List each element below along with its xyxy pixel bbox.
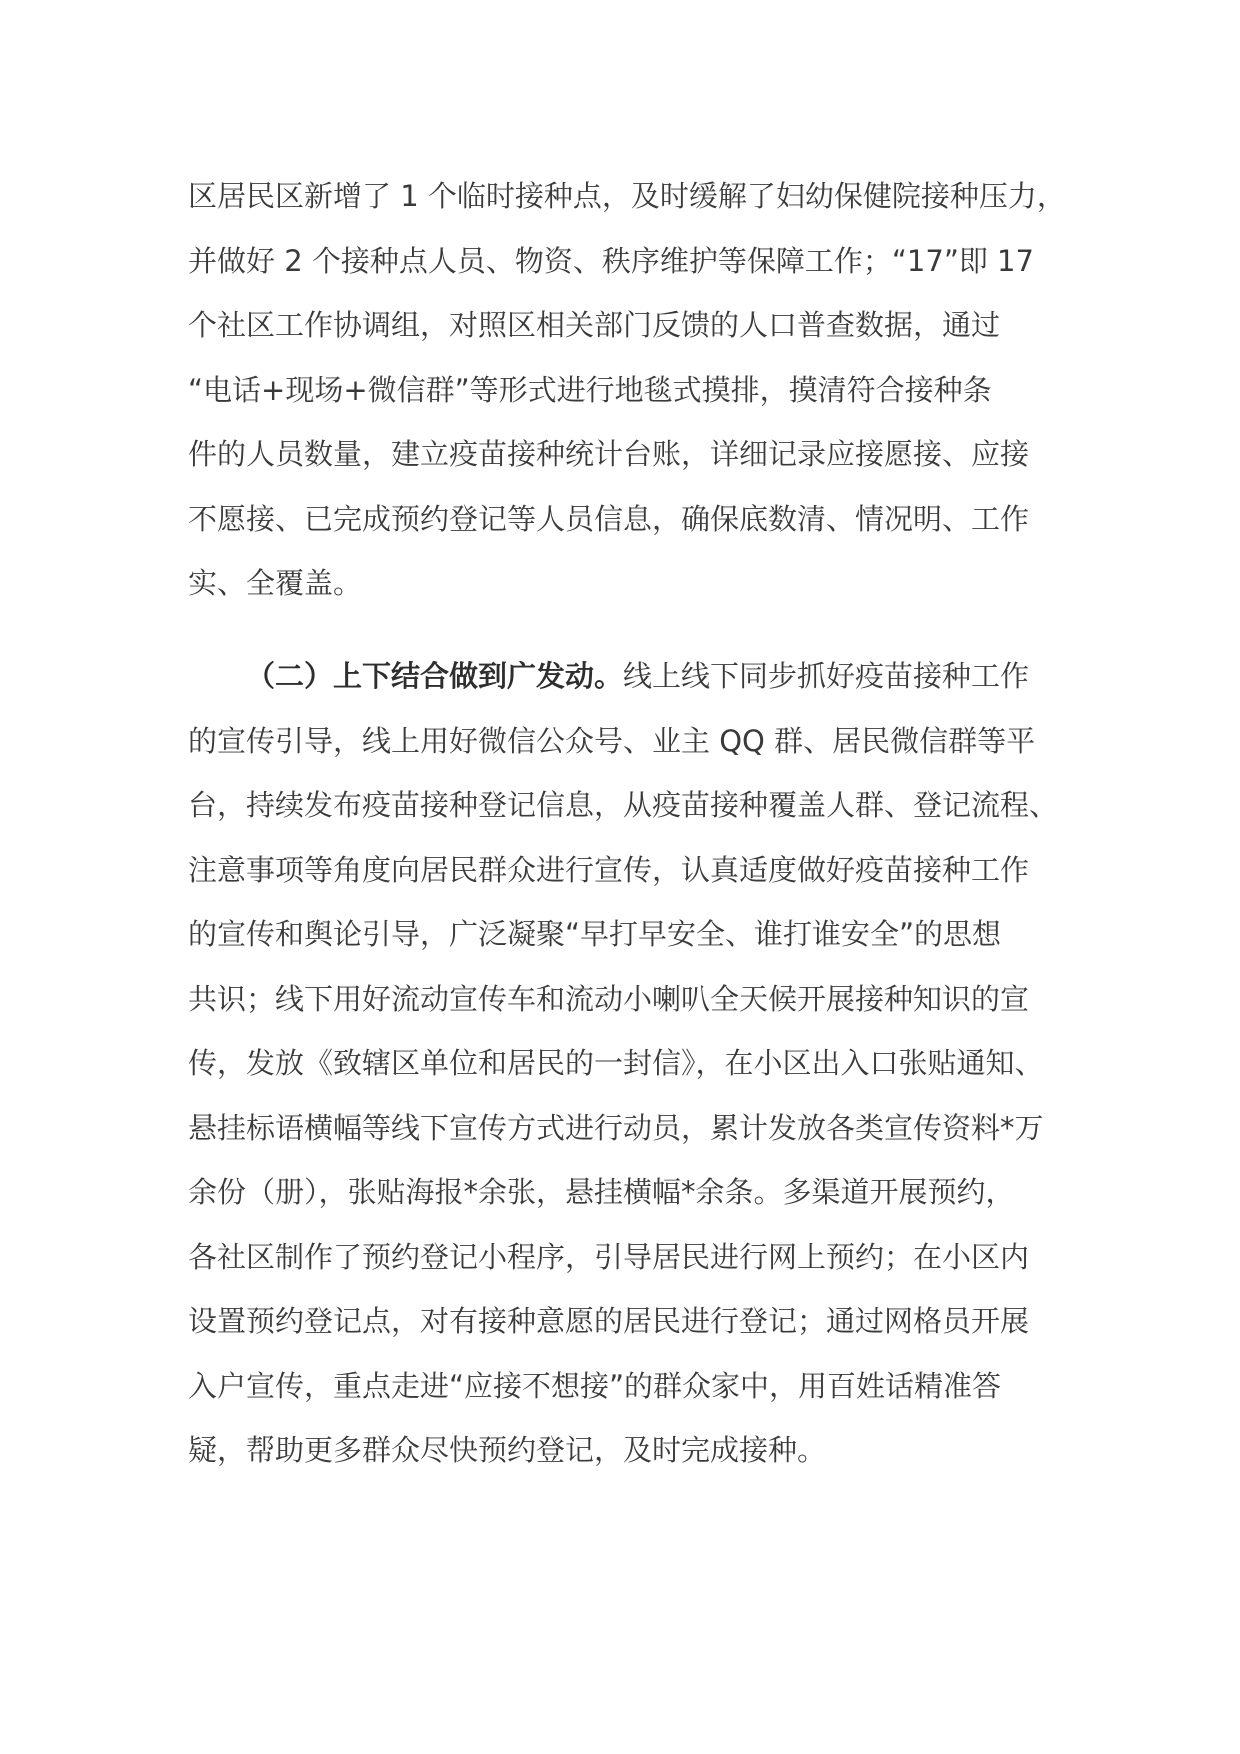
paragraph-line: 个社区工作协调组，对照区相关部门反馈的人口普查数据，通过 bbox=[188, 308, 1001, 342]
paragraph-line: 并做好 2 个接种点人员、物资、秩序维护等保障工作；“17”即 17 bbox=[188, 244, 1034, 278]
paragraph-line: 余份（册），张贴海报*余张，悬挂横幅*余条。多渠道开展预约， bbox=[188, 1175, 1015, 1209]
paragraph-line: 设置预约登记点，对有接种意愿的居民进行登记；通过网格员开展 bbox=[188, 1304, 1030, 1338]
paragraph-line: 实、全覆盖。 bbox=[188, 566, 363, 600]
paragraph-line: 共识；线下用好流动宣传车和流动小喇叭全天候开展接种知识的宣 bbox=[188, 982, 1030, 1016]
section-heading: （二）上下结合做到广发动。 bbox=[246, 659, 624, 693]
paragraph-line: 的宣传和舆论引导，广泛凝聚“早打早安全、谁打谁安全”的思想 bbox=[188, 917, 1002, 951]
paragraph-line: “电话+现场+微信群”等形式进行地毯式摸排，摸清符合接种条 bbox=[188, 373, 992, 407]
paragraph-line-rest: 线上线下同步抓好疫苗接种工作 bbox=[623, 659, 1030, 693]
paragraph-line: 各社区制作了预约登记小程序，引导居民进行网上预约；在小区内 bbox=[188, 1240, 1030, 1274]
paragraph-line: 注意事项等角度向居民群众进行宣传，认真适度做好疫苗接种工作 bbox=[188, 853, 1030, 887]
paragraph-line: 传，发放《致辖区单位和居民的一封信》，在小区出入口张贴通知、 bbox=[188, 1046, 1044, 1080]
paragraph-line: 台，持续发布疫苗接种登记信息，从疫苗接种覆盖人群、登记流程、 bbox=[188, 788, 1059, 822]
paragraph-line: 不愿接、已完成预约登记等人员信息，确保底数清、情况明、工作 bbox=[188, 502, 1030, 536]
paragraph-line: 入户宣传，重点走进“应接不想接”的群众家中，用百姓话精准答 bbox=[188, 1369, 1002, 1403]
paragraph-line: 疑，帮助更多群众尽快预约登记，及时完成接种。 bbox=[188, 1433, 827, 1467]
paragraph-line: 悬挂标语横幅等线下宣传方式进行动员，累计发放各类宣传资料*万 bbox=[188, 1111, 1044, 1145]
paragraph-line: 的宣传引导，线上用好微信公众号、业主 QQ 群、居民微信群等平 bbox=[188, 724, 1036, 758]
paragraph-first-line bbox=[246, 656, 1029, 696]
paragraph-line: 区居民区新增了 1 个临时接种点，及时缓解了妇幼保健院接种压力， bbox=[188, 179, 1066, 213]
paragraph-line: 件的人员数量，建立疫苗接种统计台账，详细记录应接愿接、应接 bbox=[188, 437, 1030, 471]
